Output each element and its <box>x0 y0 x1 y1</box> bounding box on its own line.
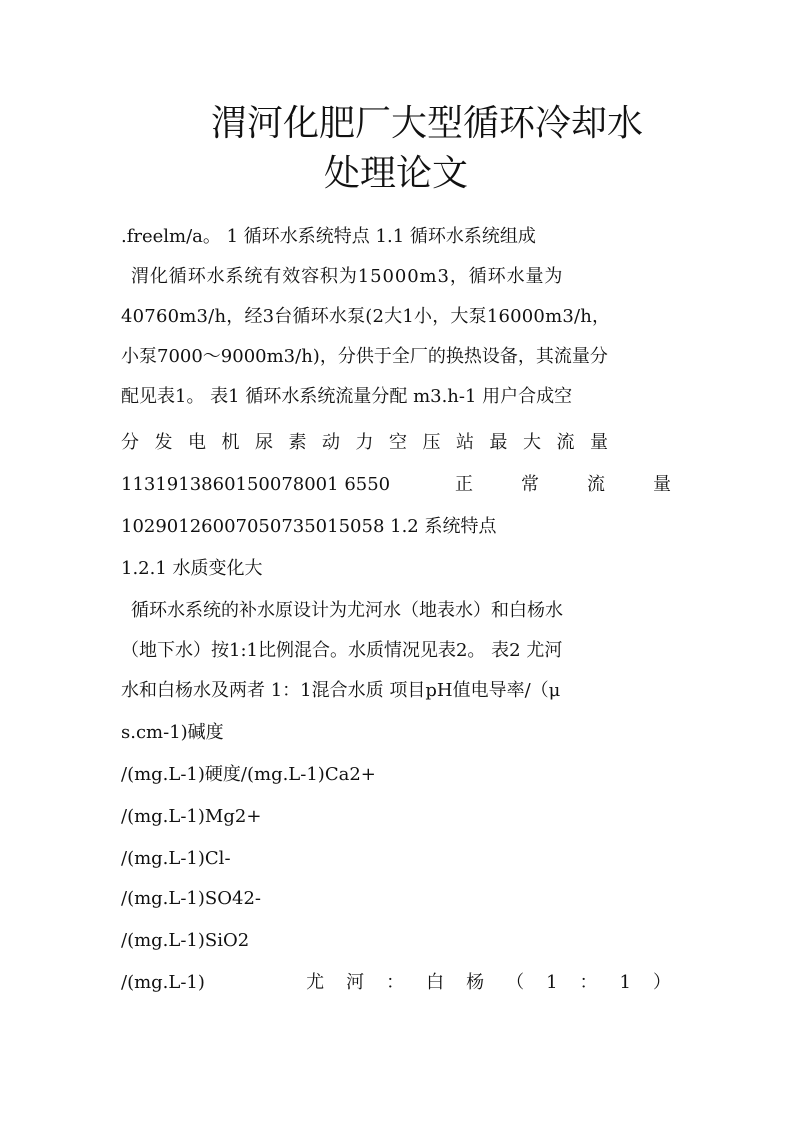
paragraph-line: /(mg.L-1)SiO2 <box>121 930 250 951</box>
table-cell: 尤河：白杨（1：1） <box>306 972 693 993</box>
document-title-line-1: 渭河化肥厂大型循环冷却水 <box>211 103 644 144</box>
table-cell: /(mg.L-1) <box>121 972 205 993</box>
table-row <box>121 970 693 996</box>
table-row <box>121 472 719 498</box>
paragraph-line: 水和白杨水及两者 1：1混合水质 项目pH值电导率/（μ <box>121 680 561 701</box>
table-cell: 正常流量 <box>455 474 719 495</box>
paragraph-line: /(mg.L-1)SO42- <box>121 888 261 909</box>
paragraph-line: 渭化循环水系统有效容积为15000m3，循环水量为 <box>131 266 564 287</box>
paragraph-line: s.cm-1)碱度 <box>121 722 224 743</box>
section-heading: 1.2.1 水质变化大 <box>121 558 263 579</box>
table-cell: 1131913860150078001 6550 <box>121 474 391 495</box>
paragraph-line: 40760m3/h，经3台循环水泵(2大1小，大泵16000m3/h， <box>121 306 611 327</box>
paragraph-line: .freelm/a。 1 循环水系统特点 1.1 循环水系统组成 <box>121 226 536 247</box>
paragraph-line: 小泵7000～9000m3/h)，分供于全厂的换热设备，其流量分 <box>121 346 608 367</box>
paragraph-line: 循环水系统的补水原设计为尤河水（地表水）和白杨水 <box>131 600 563 621</box>
paragraph-line: /(mg.L-1)Cl- <box>121 848 231 869</box>
paragraph-line: 配见表1。 表1 循环水系统流量分配 m3.h-1 用户合成空 <box>121 386 573 407</box>
paragraph-line: 分发电机尿素动力空压站最大流量 <box>121 432 624 453</box>
paragraph-line: /(mg.L-1)硬度/(mg.L-1)Ca2+ <box>121 764 376 785</box>
paragraph-line: 10290126007050735015058 1.2 系统特点 <box>121 516 497 537</box>
paragraph-line: /(mg.L-1)Mg2+ <box>121 806 262 827</box>
paragraph-line: （地下水）按1:1比例混合。水质情况见表2。 表2 尤河 <box>121 640 563 661</box>
document-title-line-2: 处理论文 <box>324 153 469 194</box>
